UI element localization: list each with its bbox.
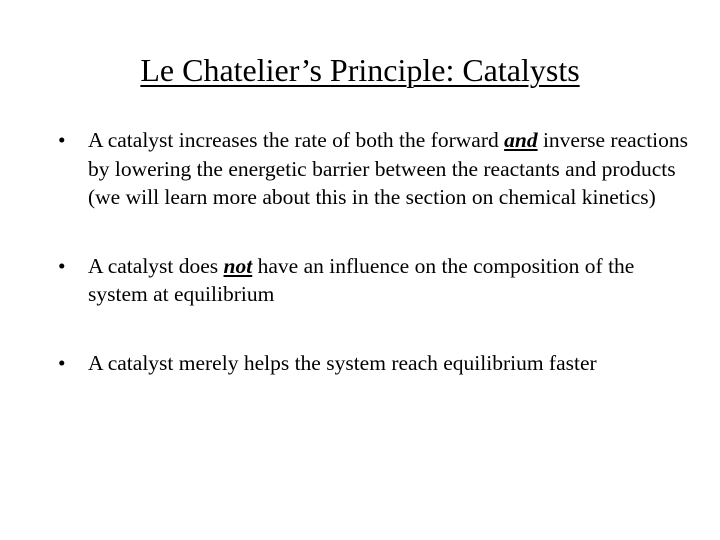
bullet-item-no-influence	[58, 252, 688, 309]
bullet-item-faster-equilibrium	[58, 349, 688, 378]
bullet-icon: •	[58, 253, 66, 278]
bullet-text: A catalyst does	[88, 253, 224, 278]
bullet-text: A catalyst merely helps the system reach equilibrium faster	[88, 350, 597, 375]
bullet-text: inverse reactions by lowering the energetic barrier between the reactants and products (we will learn more about this in the section on chemical kinetics)	[88, 128, 689, 209]
emphasis-text: and	[504, 128, 538, 152]
bullet-list	[58, 126, 688, 377]
bullet-text: A catalyst increases the rate of both the forward	[88, 128, 505, 152]
slide-title: Le Chatelier’s Principle: Catalysts	[140, 52, 580, 88]
bullet-item-catalyst-rate	[58, 126, 688, 212]
bullet-icon: •	[58, 350, 66, 375]
bullet-icon: •	[58, 128, 66, 152]
emphasis-text: not	[223, 253, 253, 278]
bullet-text: have an influence on the composition of the system at equilibrium	[88, 253, 635, 306]
